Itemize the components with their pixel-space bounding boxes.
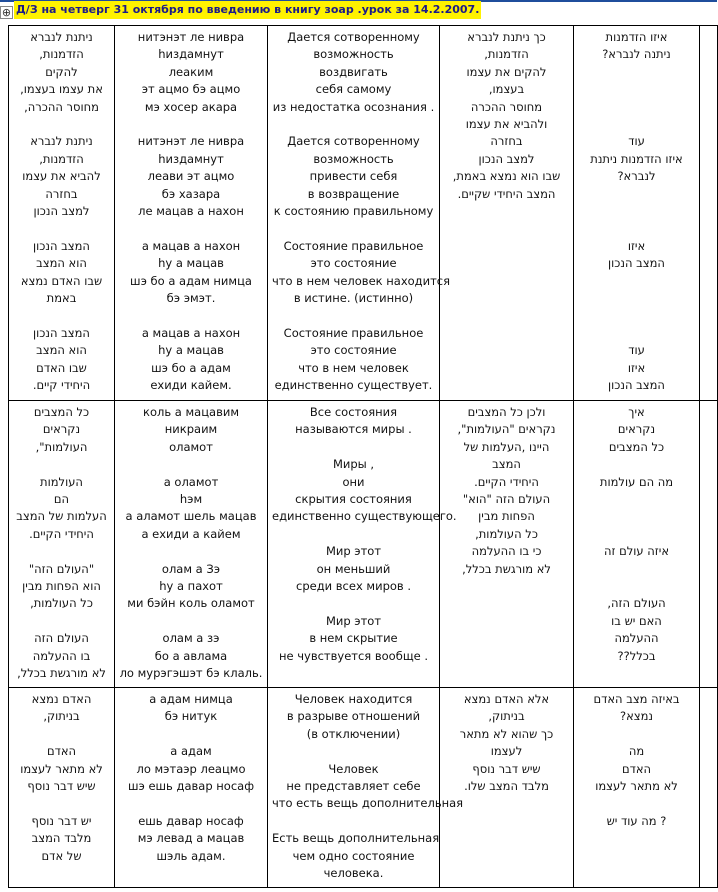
text-line: называются миры . bbox=[295, 422, 412, 437]
hebrew-source-cell bbox=[9, 401, 115, 688]
text-line: כל המצבים bbox=[608, 439, 665, 454]
text-line: единственно существующего. bbox=[272, 509, 457, 524]
hebrew-source-cell bbox=[9, 26, 115, 401]
text-line: что в нем человек находится bbox=[272, 273, 451, 288]
text-line: воздвигать bbox=[319, 64, 388, 79]
text-line: они bbox=[342, 474, 365, 489]
text-line: леаким bbox=[168, 64, 214, 79]
paragraph-gap bbox=[578, 491, 695, 508]
text-block bbox=[578, 81, 695, 185]
text-line: эт ацмо бэ ацмо bbox=[141, 82, 241, 97]
text-block bbox=[119, 691, 263, 726]
text-line: לא מתאר לעצמו bbox=[595, 779, 678, 794]
text-line: הוא המצב bbox=[36, 256, 87, 271]
text-line: בניתוק, bbox=[43, 709, 80, 724]
text-line: а мацав а нахон bbox=[141, 238, 241, 253]
text-line: לא מורגשת בכלל, bbox=[17, 666, 106, 681]
text-line bbox=[578, 307, 695, 324]
text-line: ло мурэгэшэт бэ клаль. bbox=[119, 666, 263, 681]
text-block bbox=[272, 133, 435, 220]
text-line: היינו ,העלמות של bbox=[463, 439, 550, 454]
text-line: шэ бо а адам нимца bbox=[130, 273, 252, 288]
paragraph-gap bbox=[272, 439, 435, 456]
text-line: האם יש בו bbox=[611, 613, 662, 628]
text-line: ми бэйн коль оламот bbox=[127, 596, 255, 611]
paragraph-gap bbox=[578, 64, 695, 81]
text-block bbox=[578, 813, 695, 830]
text-line: шэ бо а адам bbox=[151, 360, 231, 375]
text-line: באיזה מצב האדם bbox=[593, 692, 680, 706]
lesson-table bbox=[8, 25, 718, 888]
text-line: ניתנה לנברא? bbox=[602, 47, 671, 62]
paragraph-gap bbox=[13, 795, 110, 812]
paragraph-gap bbox=[119, 543, 263, 560]
text-line: hиздамнут bbox=[158, 151, 224, 166]
text-line: что в нем человек bbox=[298, 360, 409, 375]
text-line: היחידי הקיים. bbox=[29, 526, 94, 541]
text-block bbox=[119, 630, 263, 682]
text-line: а адам нимца bbox=[149, 692, 233, 706]
text-line: шэль адам. bbox=[156, 848, 226, 863]
text-line: כל המצבים bbox=[33, 405, 90, 419]
text-line: איזה עולם זה bbox=[603, 544, 670, 559]
paragraph-gap bbox=[13, 613, 110, 630]
text-line: привести себя bbox=[309, 169, 398, 184]
text-line: האדם bbox=[621, 761, 652, 776]
text-block bbox=[578, 29, 695, 64]
text-line: единственно существует. bbox=[274, 378, 433, 393]
text-block bbox=[119, 813, 263, 865]
text-block bbox=[272, 543, 435, 595]
text-block bbox=[13, 743, 110, 795]
text-line: עוד bbox=[628, 134, 645, 149]
text-line: עוד bbox=[628, 343, 645, 358]
text-line: המצב bbox=[492, 457, 521, 472]
text-block bbox=[578, 290, 695, 394]
text-block bbox=[578, 203, 695, 273]
text-block bbox=[272, 691, 435, 743]
text-line: הם bbox=[53, 492, 70, 507]
text-line: מלבד המצב bbox=[31, 831, 92, 846]
paragraph-gap bbox=[13, 307, 110, 324]
text-line bbox=[578, 116, 695, 133]
text-line: Есть вещь дополнительная bbox=[272, 831, 440, 846]
text-line: (в отключении) bbox=[306, 726, 401, 741]
text-line: הוא המצב bbox=[36, 343, 87, 358]
text-block bbox=[119, 133, 263, 220]
text-line: скрытия состояния bbox=[295, 492, 412, 507]
empty-edge-cell bbox=[700, 401, 718, 688]
text-line: הוא הפחות מבין bbox=[22, 579, 101, 594]
lesson-table-body bbox=[9, 26, 718, 888]
paragraph-gap bbox=[119, 307, 263, 324]
text-line: בחזרה bbox=[45, 186, 78, 201]
text-block bbox=[13, 813, 110, 865]
text-block bbox=[272, 456, 457, 526]
text-line: Дается сотворенному bbox=[287, 30, 420, 44]
paragraph-gap bbox=[272, 526, 435, 543]
text-line: כל העולמות, bbox=[475, 526, 538, 541]
text-line: העולמות bbox=[40, 474, 83, 489]
transliteration-cell bbox=[115, 26, 268, 401]
empty-edge-cell bbox=[700, 688, 718, 888]
table-row bbox=[9, 26, 718, 401]
text-block bbox=[578, 691, 695, 726]
paragraph-gap bbox=[13, 543, 110, 560]
text-line: а аламот шель мацав bbox=[125, 509, 257, 524]
text-line bbox=[578, 99, 695, 116]
text-line: ешь давар носаф bbox=[138, 813, 244, 828]
text-block bbox=[272, 830, 440, 882]
text-line: возможность bbox=[313, 47, 394, 62]
paragraph-gap bbox=[272, 307, 435, 324]
text-line: леави эт ацмо bbox=[147, 169, 235, 184]
paragraph-gap bbox=[119, 726, 263, 743]
text-line: לא מתאר לעצמו bbox=[20, 761, 103, 776]
text-line: а адам bbox=[170, 744, 212, 759]
text-block bbox=[272, 404, 435, 439]
text-line: шэ ешь давар носаф bbox=[127, 779, 255, 794]
text-line: איזו הזדמנות ניתנת bbox=[590, 151, 683, 166]
paragraph-gap bbox=[578, 561, 695, 578]
paragraph-gap bbox=[272, 220, 435, 237]
paragraph-gap bbox=[13, 116, 110, 133]
text-line: שיש דבר נוסף bbox=[27, 779, 96, 794]
paragraph-gap bbox=[578, 456, 695, 473]
text-line: Состояние правильное bbox=[283, 238, 424, 253]
text-line: הזדמנות, bbox=[484, 47, 529, 62]
table-row bbox=[9, 688, 718, 888]
text-line: שיש דבר נוסף bbox=[472, 761, 541, 776]
text-line bbox=[578, 220, 695, 237]
text-line: העולם הזה bbox=[34, 631, 89, 646]
text-line: олам а зэ bbox=[162, 631, 220, 646]
text-line: нитэнэт ле нивра bbox=[137, 30, 245, 44]
text-block bbox=[13, 325, 110, 395]
text-line: из недостатка осознания . bbox=[272, 99, 435, 114]
text-line: не представляет себе bbox=[286, 779, 421, 794]
paragraph-gap bbox=[272, 595, 435, 612]
paragraph-gap bbox=[578, 795, 695, 812]
text-block bbox=[119, 29, 263, 116]
text-block bbox=[13, 474, 110, 544]
empty-edge-cell bbox=[700, 26, 718, 401]
text-line: не чувствуется вообще . bbox=[278, 648, 429, 663]
text-line: היחידי הקיים. bbox=[474, 474, 539, 489]
text-line: מחוסר ההכרה bbox=[470, 99, 543, 114]
text-line: כך שהוא לא מתאר bbox=[459, 726, 554, 741]
text-line bbox=[578, 203, 695, 220]
text-line: כי בו ההעלמה bbox=[471, 544, 542, 559]
text-block bbox=[119, 474, 263, 544]
text-line: של אדם bbox=[41, 848, 82, 863]
text-line: איזו bbox=[627, 238, 646, 253]
text-line: возможность bbox=[313, 151, 394, 166]
text-line: מלבד המצב שלו. bbox=[464, 779, 549, 794]
text-line: это состояние bbox=[310, 343, 397, 358]
text-line: Миры , bbox=[332, 457, 375, 472]
text-line: שבו הוא נמצא באמת, bbox=[452, 169, 561, 184]
text-line: שבו האדם נמצא bbox=[20, 273, 103, 288]
paragraph-gap bbox=[119, 456, 263, 473]
text-block bbox=[444, 404, 569, 578]
text-line: לא מורגשת בכלל, bbox=[462, 561, 551, 576]
text-line: а мацав а нахон bbox=[141, 325, 241, 340]
text-line: האדם נמצא bbox=[31, 692, 92, 706]
text-line: hу а мацав bbox=[158, 343, 224, 358]
russian-translation-cell bbox=[268, 401, 457, 688]
text-line: האדם bbox=[46, 744, 77, 759]
text-line: בניתוק, bbox=[488, 709, 525, 724]
document-title: Д/З на четверг 31 октября по введению в книгу зоар .урок за 14.2.2007. bbox=[14, 1, 481, 19]
text-line: ניתנת לנברא bbox=[30, 134, 93, 149]
text-line: коль а мацавим bbox=[143, 405, 239, 419]
paragraph-gap bbox=[119, 116, 263, 133]
text-line: а ехиди а кайем bbox=[141, 526, 241, 541]
paragraph-gap bbox=[13, 220, 110, 237]
text-block bbox=[119, 238, 263, 308]
text-block bbox=[578, 474, 695, 491]
hebrew-question-cell bbox=[574, 26, 700, 401]
text-line: איך bbox=[628, 405, 645, 419]
table-row bbox=[9, 401, 718, 688]
text-line: המצב היחידי שקיים. bbox=[457, 186, 556, 201]
text-line: בכלל?? bbox=[617, 648, 656, 663]
text-line: Все состояния bbox=[309, 405, 398, 419]
text-line: כל העולמות, bbox=[30, 596, 93, 611]
text-block bbox=[119, 743, 263, 795]
text-line: никраим bbox=[164, 422, 218, 437]
text-line: המצב הנכון bbox=[608, 377, 665, 392]
text-block bbox=[119, 404, 263, 456]
text-block bbox=[578, 743, 695, 795]
text-line: среди всех миров . bbox=[296, 579, 411, 594]
text-line: מה הם עולמות bbox=[599, 474, 674, 489]
text-line: ло мэтаэр леацмо bbox=[136, 761, 246, 776]
text-line: מה bbox=[628, 744, 645, 759]
text-line: в нем скрытие bbox=[309, 631, 398, 646]
text-block bbox=[444, 29, 569, 203]
paragraph-gap bbox=[13, 456, 110, 473]
text-line: אלא האדם נמצא bbox=[463, 692, 550, 706]
text-line: שבו האדם bbox=[36, 360, 87, 375]
text-line: המצב הנכון bbox=[33, 238, 90, 253]
text-line: העלמות של המצב bbox=[16, 509, 107, 524]
hebrew-question-cell bbox=[574, 401, 700, 688]
text-line: ле мацав а нахон bbox=[138, 204, 244, 219]
text-line: יש דבר נוסף bbox=[31, 813, 92, 828]
text-line: hу а мацав bbox=[158, 256, 224, 271]
text-line: "העולם הזה" bbox=[28, 561, 95, 576]
text-line: бэ нитук bbox=[164, 709, 218, 724]
text-line: бэ эмэт. bbox=[166, 291, 216, 306]
paragraph-gap bbox=[119, 220, 263, 237]
text-line: человека. bbox=[323, 866, 384, 881]
text-line: היחידי קיים. bbox=[32, 378, 91, 393]
text-line: ולכן כל המצבים bbox=[467, 405, 546, 419]
text-block bbox=[272, 29, 435, 116]
text-line bbox=[578, 325, 695, 342]
text-line: נמצא? bbox=[619, 709, 654, 724]
text-line: Мир этот bbox=[325, 613, 382, 628]
paragraph-gap bbox=[272, 813, 435, 830]
text-line: в возвращение bbox=[307, 186, 400, 201]
paragraph-gap bbox=[578, 726, 695, 743]
paragraph-gap bbox=[13, 726, 110, 743]
text-line: ניתנת לנברא bbox=[30, 30, 93, 44]
text-block bbox=[119, 325, 263, 395]
text-line: למצב הנכון bbox=[33, 204, 90, 219]
text-line: בעצמו, bbox=[488, 82, 525, 97]
text-block bbox=[13, 561, 110, 613]
text-line: Состояние правильное bbox=[283, 325, 424, 340]
text-line: бо а авлама bbox=[154, 648, 228, 663]
text-line: hэм bbox=[179, 492, 203, 507]
text-line: а оламот bbox=[163, 474, 219, 489]
text-line: הזדמנות, bbox=[39, 47, 84, 62]
text-line: למצב הנכון bbox=[478, 151, 535, 166]
text-block bbox=[13, 630, 110, 682]
hebrew-full-text-cell bbox=[440, 401, 574, 688]
text-line: להביא את עצמו bbox=[22, 169, 101, 184]
text-line: мэ хосер акара bbox=[144, 99, 238, 114]
text-line: себя самому bbox=[315, 82, 392, 97]
text-line bbox=[578, 290, 695, 307]
text-block bbox=[13, 133, 110, 220]
text-line: העולם הזה, bbox=[607, 596, 666, 611]
text-line: בחזרה bbox=[490, 134, 523, 149]
text-block bbox=[272, 238, 451, 308]
text-line: в разрыве отношений bbox=[286, 709, 421, 724]
text-line bbox=[578, 578, 695, 595]
text-line: Человек bbox=[328, 761, 379, 776]
text-line: ? מה עוד יש bbox=[606, 813, 667, 828]
text-line: Человек находится bbox=[294, 692, 413, 706]
russian-translation-cell bbox=[268, 26, 451, 401]
text-line bbox=[578, 526, 695, 543]
hebrew-source-cell bbox=[9, 688, 115, 888]
text-line: Мир этот bbox=[325, 544, 382, 559]
text-line: ехиди кайем. bbox=[150, 378, 232, 393]
paragraph-gap bbox=[578, 186, 695, 203]
text-line: к состоянию правильному bbox=[273, 204, 434, 219]
text-line: לעצמו bbox=[490, 744, 523, 759]
text-line: бэ хазара bbox=[161, 186, 221, 201]
text-line: это состояние bbox=[310, 256, 397, 271]
text-line: נקראים bbox=[42, 422, 81, 437]
transliteration-cell bbox=[115, 401, 268, 688]
text-line: что есть вещь дополнительная bbox=[272, 796, 464, 811]
text-line: כך ניתנת לנברא bbox=[467, 30, 546, 44]
text-line: он меньший bbox=[316, 561, 391, 576]
text-line: איזו הזדמנות bbox=[605, 30, 668, 44]
text-line: לנברא? bbox=[617, 169, 656, 184]
text-line: hиздамнут bbox=[158, 47, 224, 62]
text-line: את עצמו בעצמו, bbox=[20, 82, 103, 97]
text-line: איזו bbox=[627, 360, 646, 375]
text-line: נקראים "העולמות", bbox=[457, 422, 556, 437]
text-block bbox=[119, 561, 263, 613]
text-line: המצב הנכון bbox=[608, 256, 665, 271]
text-block bbox=[272, 613, 435, 665]
text-line bbox=[578, 508, 695, 525]
text-block bbox=[13, 238, 110, 308]
text-line: олам а Зэ bbox=[161, 561, 221, 576]
paragraph-gap bbox=[272, 743, 435, 760]
text-block bbox=[444, 691, 569, 795]
text-block bbox=[13, 29, 110, 116]
russian-translation-cell bbox=[268, 688, 464, 888]
text-line: чем одно состояние bbox=[292, 848, 415, 863]
text-line: בו ההעלמה bbox=[32, 648, 91, 663]
paragraph-gap bbox=[119, 613, 263, 630]
text-line: мэ левад а мацав bbox=[137, 831, 245, 846]
text-line: העולם הזה "הוא" bbox=[462, 492, 551, 507]
text-line: העולמות", bbox=[35, 439, 88, 454]
paragraph-gap bbox=[119, 795, 263, 812]
paragraph-gap bbox=[578, 273, 695, 290]
text-block bbox=[578, 578, 695, 665]
text-line: מחוסר ההכרה, bbox=[24, 99, 99, 114]
text-line: להקים את עצמו bbox=[466, 64, 547, 79]
text-line: hу а пахот bbox=[159, 579, 223, 594]
text-line: להקים bbox=[45, 64, 78, 79]
text-block bbox=[13, 404, 110, 456]
table-move-handle-icon[interactable]: ⊕ bbox=[1, 6, 12, 19]
text-line: הזדמנות, bbox=[39, 151, 84, 166]
hebrew-question-cell bbox=[574, 688, 700, 888]
text-line: נקראים bbox=[617, 422, 656, 437]
text-block bbox=[272, 325, 435, 395]
text-line: הפחות מבין bbox=[478, 509, 535, 524]
text-line: באמת bbox=[46, 291, 77, 306]
hebrew-full-text-cell bbox=[440, 26, 574, 401]
hebrew-full-text-cell bbox=[440, 688, 574, 888]
text-line: оламот bbox=[169, 439, 213, 454]
text-line: Дается сотворенному bbox=[287, 134, 420, 149]
text-block bbox=[272, 761, 464, 813]
text-line: המצב הנכון bbox=[33, 325, 90, 340]
text-line: нитэнэт ле нивра bbox=[137, 134, 245, 149]
text-block bbox=[578, 404, 695, 456]
text-line: в истине. (истинно) bbox=[293, 291, 414, 306]
transliteration-cell bbox=[115, 688, 268, 888]
text-block bbox=[578, 508, 695, 560]
text-line: ולהביא את עצמו bbox=[465, 117, 548, 132]
text-block bbox=[13, 691, 110, 726]
paragraph-gap bbox=[272, 116, 435, 133]
text-line: ההעלמה bbox=[614, 631, 659, 646]
text-line bbox=[578, 81, 695, 98]
